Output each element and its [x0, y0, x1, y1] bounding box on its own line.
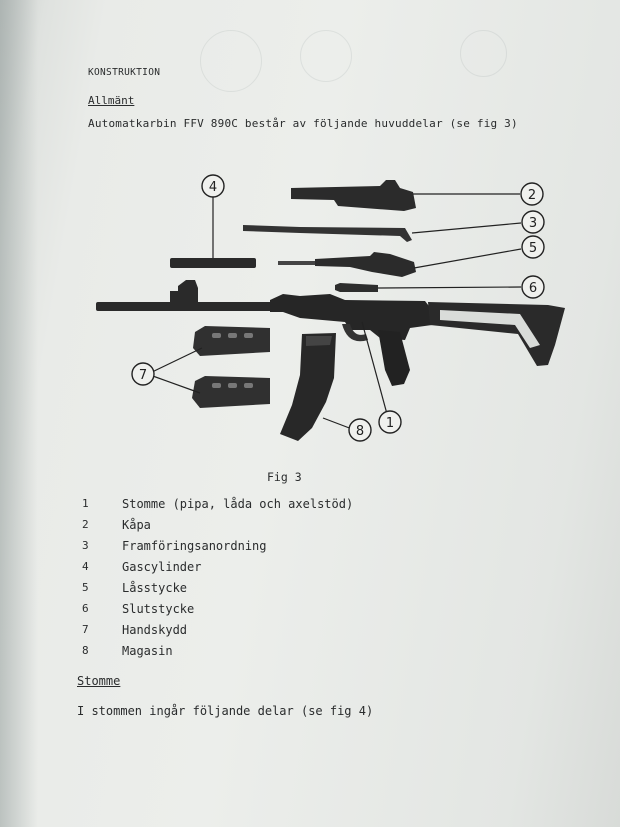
section-heading: KONSTRUKTION	[88, 67, 161, 78]
part-recoil-assembly	[243, 225, 412, 242]
part-cover	[291, 180, 416, 211]
svg-text:5: 5	[528, 241, 538, 256]
part-gas-cylinder	[170, 258, 256, 268]
intro-text: Automatkarbin FFV 890C består av följande huvuddelar (se fig 3)	[88, 117, 518, 130]
svg-text:1: 1	[385, 416, 395, 431]
part-bolt	[335, 283, 378, 292]
callout-2	[521, 183, 543, 205]
callout-5	[522, 236, 544, 258]
document-page: KONSTRUKTION Allmänt Automatkarbin FFV 890C består av följande huvuddelar (se fig 3) 2 3 5 6 4 7 8 1 Fig 3 1 Stomme (pipa, låda och axelstöd) 2 Kåpa 3 Framföringsanordning 4 Gascylinder 5 Låsstycke 6 Slutstycke 7 Handskydd 8 Magasin Stomme I stommen ingår följande delar (se fig 4)	[0, 0, 620, 827]
subheading: Allmänt	[88, 94, 135, 107]
figure-caption: Fig 3	[267, 470, 302, 484]
svg-text:4: 4	[208, 180, 218, 195]
callout-6	[522, 276, 544, 298]
callout-3	[522, 211, 544, 233]
part-handguards	[192, 326, 270, 408]
part-bolt-carrier	[278, 252, 416, 277]
callout-1	[379, 411, 401, 433]
section-text: I stommen ingår följande delar (se fig 4)	[77, 704, 374, 718]
part-magazine	[280, 333, 336, 441]
svg-text:6: 6	[528, 281, 538, 296]
section-title: Stomme	[77, 674, 121, 688]
callout-7	[132, 363, 154, 385]
svg-text:3: 3	[528, 216, 538, 231]
svg-text:2: 2	[527, 188, 537, 203]
callout-4	[202, 175, 224, 197]
svg-text:7: 7	[138, 368, 148, 383]
svg-text:8: 8	[355, 424, 365, 439]
callout-8	[349, 419, 371, 441]
